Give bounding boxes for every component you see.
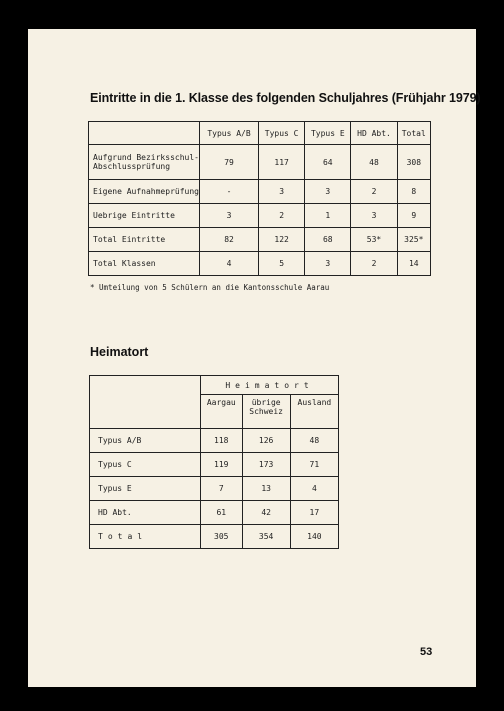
table-cell: 8 [397,180,430,204]
table-row [89,145,431,180]
table-cell: 7 [201,477,243,501]
table-cell: 173 [242,453,290,477]
table-header-row [89,122,431,145]
table-cell: 2 [259,204,305,228]
table-cell: 305 [201,525,243,549]
group-header: Heimatort [201,376,339,395]
table-row [90,453,339,477]
table-cell: 82 [200,228,259,252]
table-cell: 325* [397,228,430,252]
table-cell: 64 [305,145,351,180]
column-header: Typus C [259,122,305,145]
table-row [89,252,431,276]
row-label: Total [90,525,201,549]
table-cell: 3 [351,204,397,228]
table-cell: 13 [242,477,290,501]
table-row [89,228,431,252]
column-header: Total [397,122,430,145]
table-row [90,525,339,549]
corner-cell [89,122,200,145]
table-cell: 53* [351,228,397,252]
table-row [90,477,339,501]
eintritte-table [88,121,431,276]
table-cell: 3 [305,252,351,276]
table-cell: 122 [259,228,305,252]
table-cell: 1 [305,204,351,228]
table-cell: 308 [397,145,430,180]
table-cell: 3 [200,204,259,228]
table-cell: 71 [290,453,338,477]
table-cell: 117 [259,145,305,180]
table-cell: 4 [290,477,338,501]
table-row [89,204,431,228]
table-cell: 17 [290,501,338,525]
table-cell: 48 [290,429,338,453]
column-header: übrige Schweiz [242,395,290,429]
column-header: Typus A/B [200,122,259,145]
row-label: Typus A/B [90,429,201,453]
table-cell: 14 [397,252,430,276]
document-page [28,29,481,687]
row-label: Eigene Aufnahmeprüfung [89,180,200,204]
table-cell: 3 [259,180,305,204]
table-cell: 68 [305,228,351,252]
row-label: HD Abt. [90,501,201,525]
table-cell: 119 [201,453,243,477]
table-cell: 2 [351,252,397,276]
group-header-row [90,376,339,395]
table-cell: 118 [201,429,243,453]
table-cell: 9 [397,204,430,228]
table-cell: 4 [200,252,259,276]
table-row [89,180,431,204]
table-cell: 140 [290,525,338,549]
table-cell: 48 [351,145,397,180]
table-cell: 42 [242,501,290,525]
table-cell: - [200,180,259,204]
column-header: Ausland [290,395,338,429]
column-header: Typus E [305,122,351,145]
table-row [90,429,339,453]
footnote: * Umteilung von 5 Schülern an die Kantonsschule Aarau [90,283,330,292]
section-title-eintritte: Eintritte in die 1. Klasse des folgenden Schuljahres (Frühjahr 1979) [90,91,481,105]
table-cell: 126 [242,429,290,453]
table-cell: 61 [201,501,243,525]
table-cell: 5 [259,252,305,276]
table-cell: 2 [351,180,397,204]
table-cell: 79 [200,145,259,180]
row-label: Total Eintritte [89,228,200,252]
heimatort-table [89,375,339,549]
row-label: Aufgrund Bezirksschul- Abschlussprüfung [89,145,200,180]
column-header: HD Abt. [351,122,397,145]
table-row [90,501,339,525]
row-label: Uebrige Eintritte [89,204,200,228]
column-header: Aargau [201,395,243,429]
row-label: Typus C [90,453,201,477]
section-title-heimatort: Heimatort [90,345,149,359]
table-cell: 354 [242,525,290,549]
table-cell: 3 [305,180,351,204]
corner-cell [90,376,201,429]
row-label: Typus E [90,477,201,501]
row-label: Total Klassen [89,252,200,276]
page-number: 53 [420,646,433,658]
